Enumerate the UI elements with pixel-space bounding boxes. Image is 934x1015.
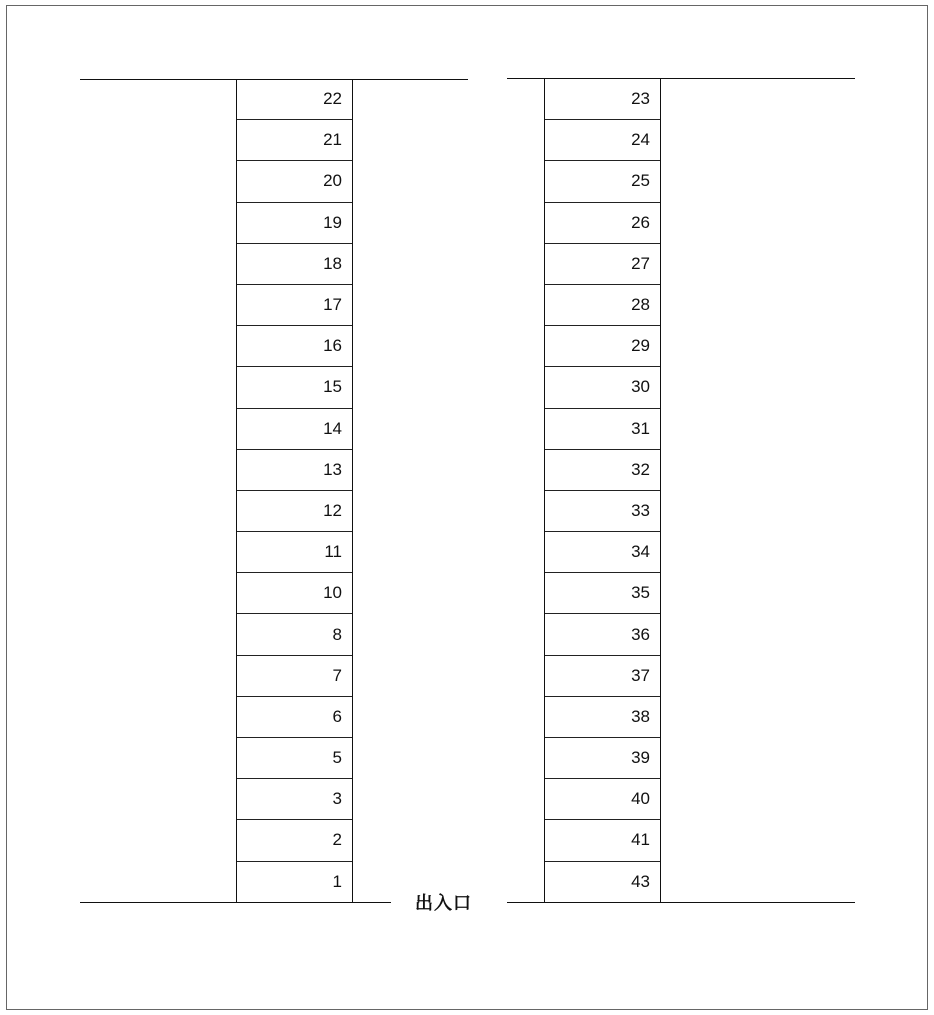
parking-space: 1 <box>332 872 342 892</box>
parking-space: 13 <box>237 450 352 491</box>
parking-space: 20 <box>237 161 352 202</box>
parking-space: 11 <box>237 532 352 573</box>
parking-space: 25 <box>545 161 660 202</box>
parking-space: 14 <box>237 409 352 450</box>
parking-space: 35 <box>545 573 660 614</box>
parking-space: 18 <box>237 244 352 285</box>
right-parking-column <box>544 79 661 903</box>
parking-space: 26 <box>545 203 660 244</box>
parking-space: 40 <box>545 779 660 820</box>
parking-space: 17 <box>237 285 352 326</box>
parking-space: 8 <box>237 614 352 655</box>
parking-space: 15 <box>237 367 352 408</box>
parking-space: 2 <box>237 820 352 861</box>
parking-space: 31 <box>545 409 660 450</box>
parking-space: 27 <box>545 244 660 285</box>
parking-space: 16 <box>237 326 352 367</box>
parking-space: 10 <box>237 573 352 614</box>
parking-space: 5 <box>237 738 352 779</box>
parking-space: 6 <box>237 697 352 738</box>
entrance-label: 出入口 <box>415 893 472 914</box>
diagram-frame <box>6 5 928 1010</box>
parking-space: 7 <box>237 656 352 697</box>
parking-space: 41 <box>545 820 660 861</box>
parking-space: 23 <box>545 79 660 120</box>
parking-space: 32 <box>545 450 660 491</box>
parking-space: 24 <box>545 120 660 161</box>
parking-space: 39 <box>545 738 660 779</box>
parking-space: 38 <box>545 697 660 738</box>
parking-space: 28 <box>545 285 660 326</box>
parking-space: 30 <box>545 367 660 408</box>
parking-space: 33 <box>545 491 660 532</box>
parking-space: 37 <box>545 656 660 697</box>
left-parking-column <box>236 79 353 903</box>
parking-space: 19 <box>237 203 352 244</box>
parking-space: 36 <box>545 614 660 655</box>
parking-space: 29 <box>545 326 660 367</box>
parking-space: 22 <box>237 79 352 120</box>
parking-space: 43 <box>631 872 650 892</box>
parking-space: 12 <box>237 491 352 532</box>
parking-space: 21 <box>237 120 352 161</box>
parking-space: 3 <box>237 779 352 820</box>
parking-space: 34 <box>545 532 660 573</box>
